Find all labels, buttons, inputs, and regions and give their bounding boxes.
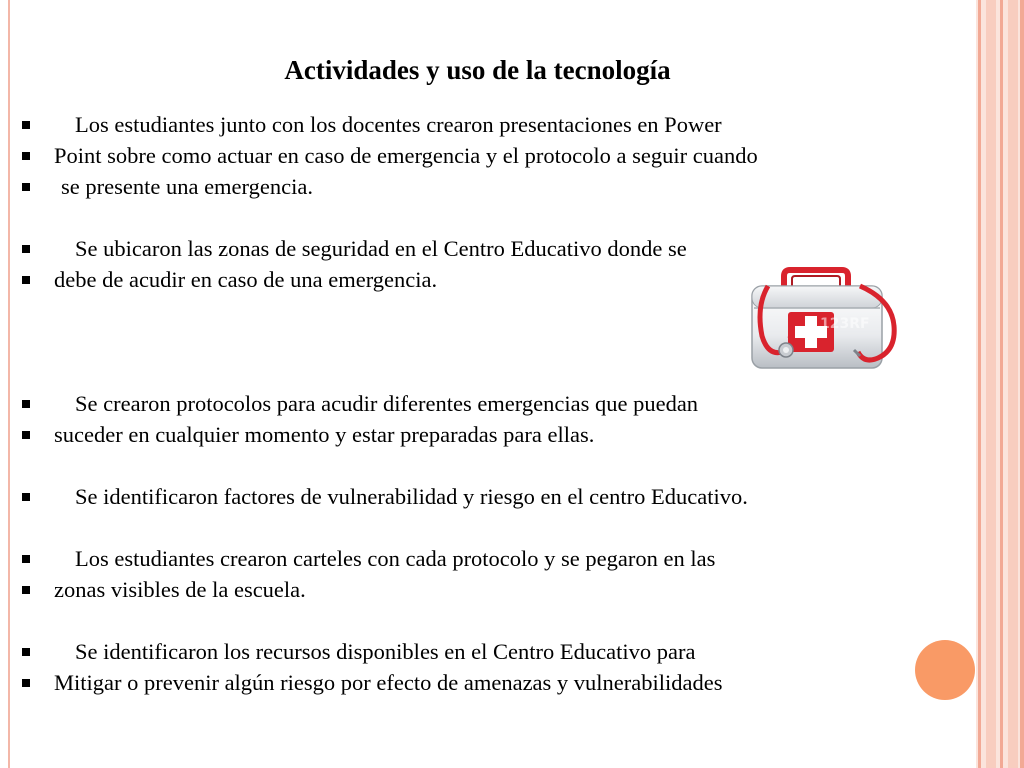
- list-item: [22, 481, 982, 512]
- list-item-text: Los estudiantes crearon carteles con cada protocolo y se pegaron en las: [75, 546, 716, 571]
- square-bullet-icon: [22, 679, 30, 687]
- square-bullet-icon: [22, 121, 30, 129]
- square-bullet-icon: [22, 648, 30, 656]
- square-bullet-icon: [22, 555, 30, 563]
- square-bullet-icon: [22, 431, 30, 439]
- decorative-stripe: [1008, 0, 1018, 768]
- list-item-text: Se identificaron los recursos disponibles en el Centro Educativo para: [75, 639, 696, 664]
- left-border-rule: [8, 0, 10, 768]
- list-item-text: Se crearon protocolos para acudir diferentes emergencias que puedan: [75, 391, 699, 416]
- square-bullet-icon: [22, 586, 30, 594]
- list-item-text: Mitigar o prevenir algún riesgo por efecto de amenazas y vulnerabilidades: [54, 670, 723, 695]
- square-bullet-icon: [22, 152, 30, 160]
- list-item: [22, 419, 982, 450]
- square-bullet-icon: [22, 276, 30, 284]
- list-item: [22, 543, 982, 574]
- square-bullet-icon: [22, 493, 30, 501]
- list-item-text: suceder en cualquier momento y estar preparadas para ellas.: [54, 422, 595, 447]
- svg-text:123RF: 123RF: [820, 316, 870, 332]
- square-bullet-icon: [22, 400, 30, 408]
- list-item: [22, 388, 982, 419]
- list-item-text: debe de acudir en caso de una emergencia.: [54, 267, 438, 292]
- list-item-text: Los estudiantes junto con los docentes crearon presentaciones en Power: [75, 112, 722, 137]
- square-bullet-icon: [22, 245, 30, 253]
- list-item: [22, 574, 982, 605]
- list-item: [22, 233, 982, 264]
- list-item: [22, 171, 982, 202]
- list-item-text: Se identificaron factores de vulnerabilidad y riesgo en el centro Educativo.: [75, 484, 748, 509]
- slide-title: Actividades y uso de la tecnología: [284, 55, 671, 85]
- list-item: [22, 636, 982, 667]
- list-item-text: Se ubicaron las zonas de seguridad en el Centro Educativo donde se: [75, 236, 687, 261]
- list-item: [22, 667, 982, 698]
- first-aid-kit-icon: [742, 266, 902, 374]
- decorative-stripe: [1000, 0, 1003, 768]
- list-item: [22, 140, 982, 171]
- square-bullet-icon: [22, 183, 30, 191]
- bullet-list: [22, 109, 982, 698]
- list-item-text: Point sobre como actuar en caso de emergencia y el protocolo a seguir cuando: [54, 143, 758, 168]
- decorative-orange-circle: [915, 640, 975, 700]
- list-item-text: se presente una emergencia.: [61, 174, 313, 199]
- list-item: [22, 109, 982, 140]
- decorative-stripe: [1020, 0, 1024, 768]
- list-item-text: zonas visibles de la escuela.: [54, 577, 306, 602]
- decorative-stripe: [986, 0, 996, 768]
